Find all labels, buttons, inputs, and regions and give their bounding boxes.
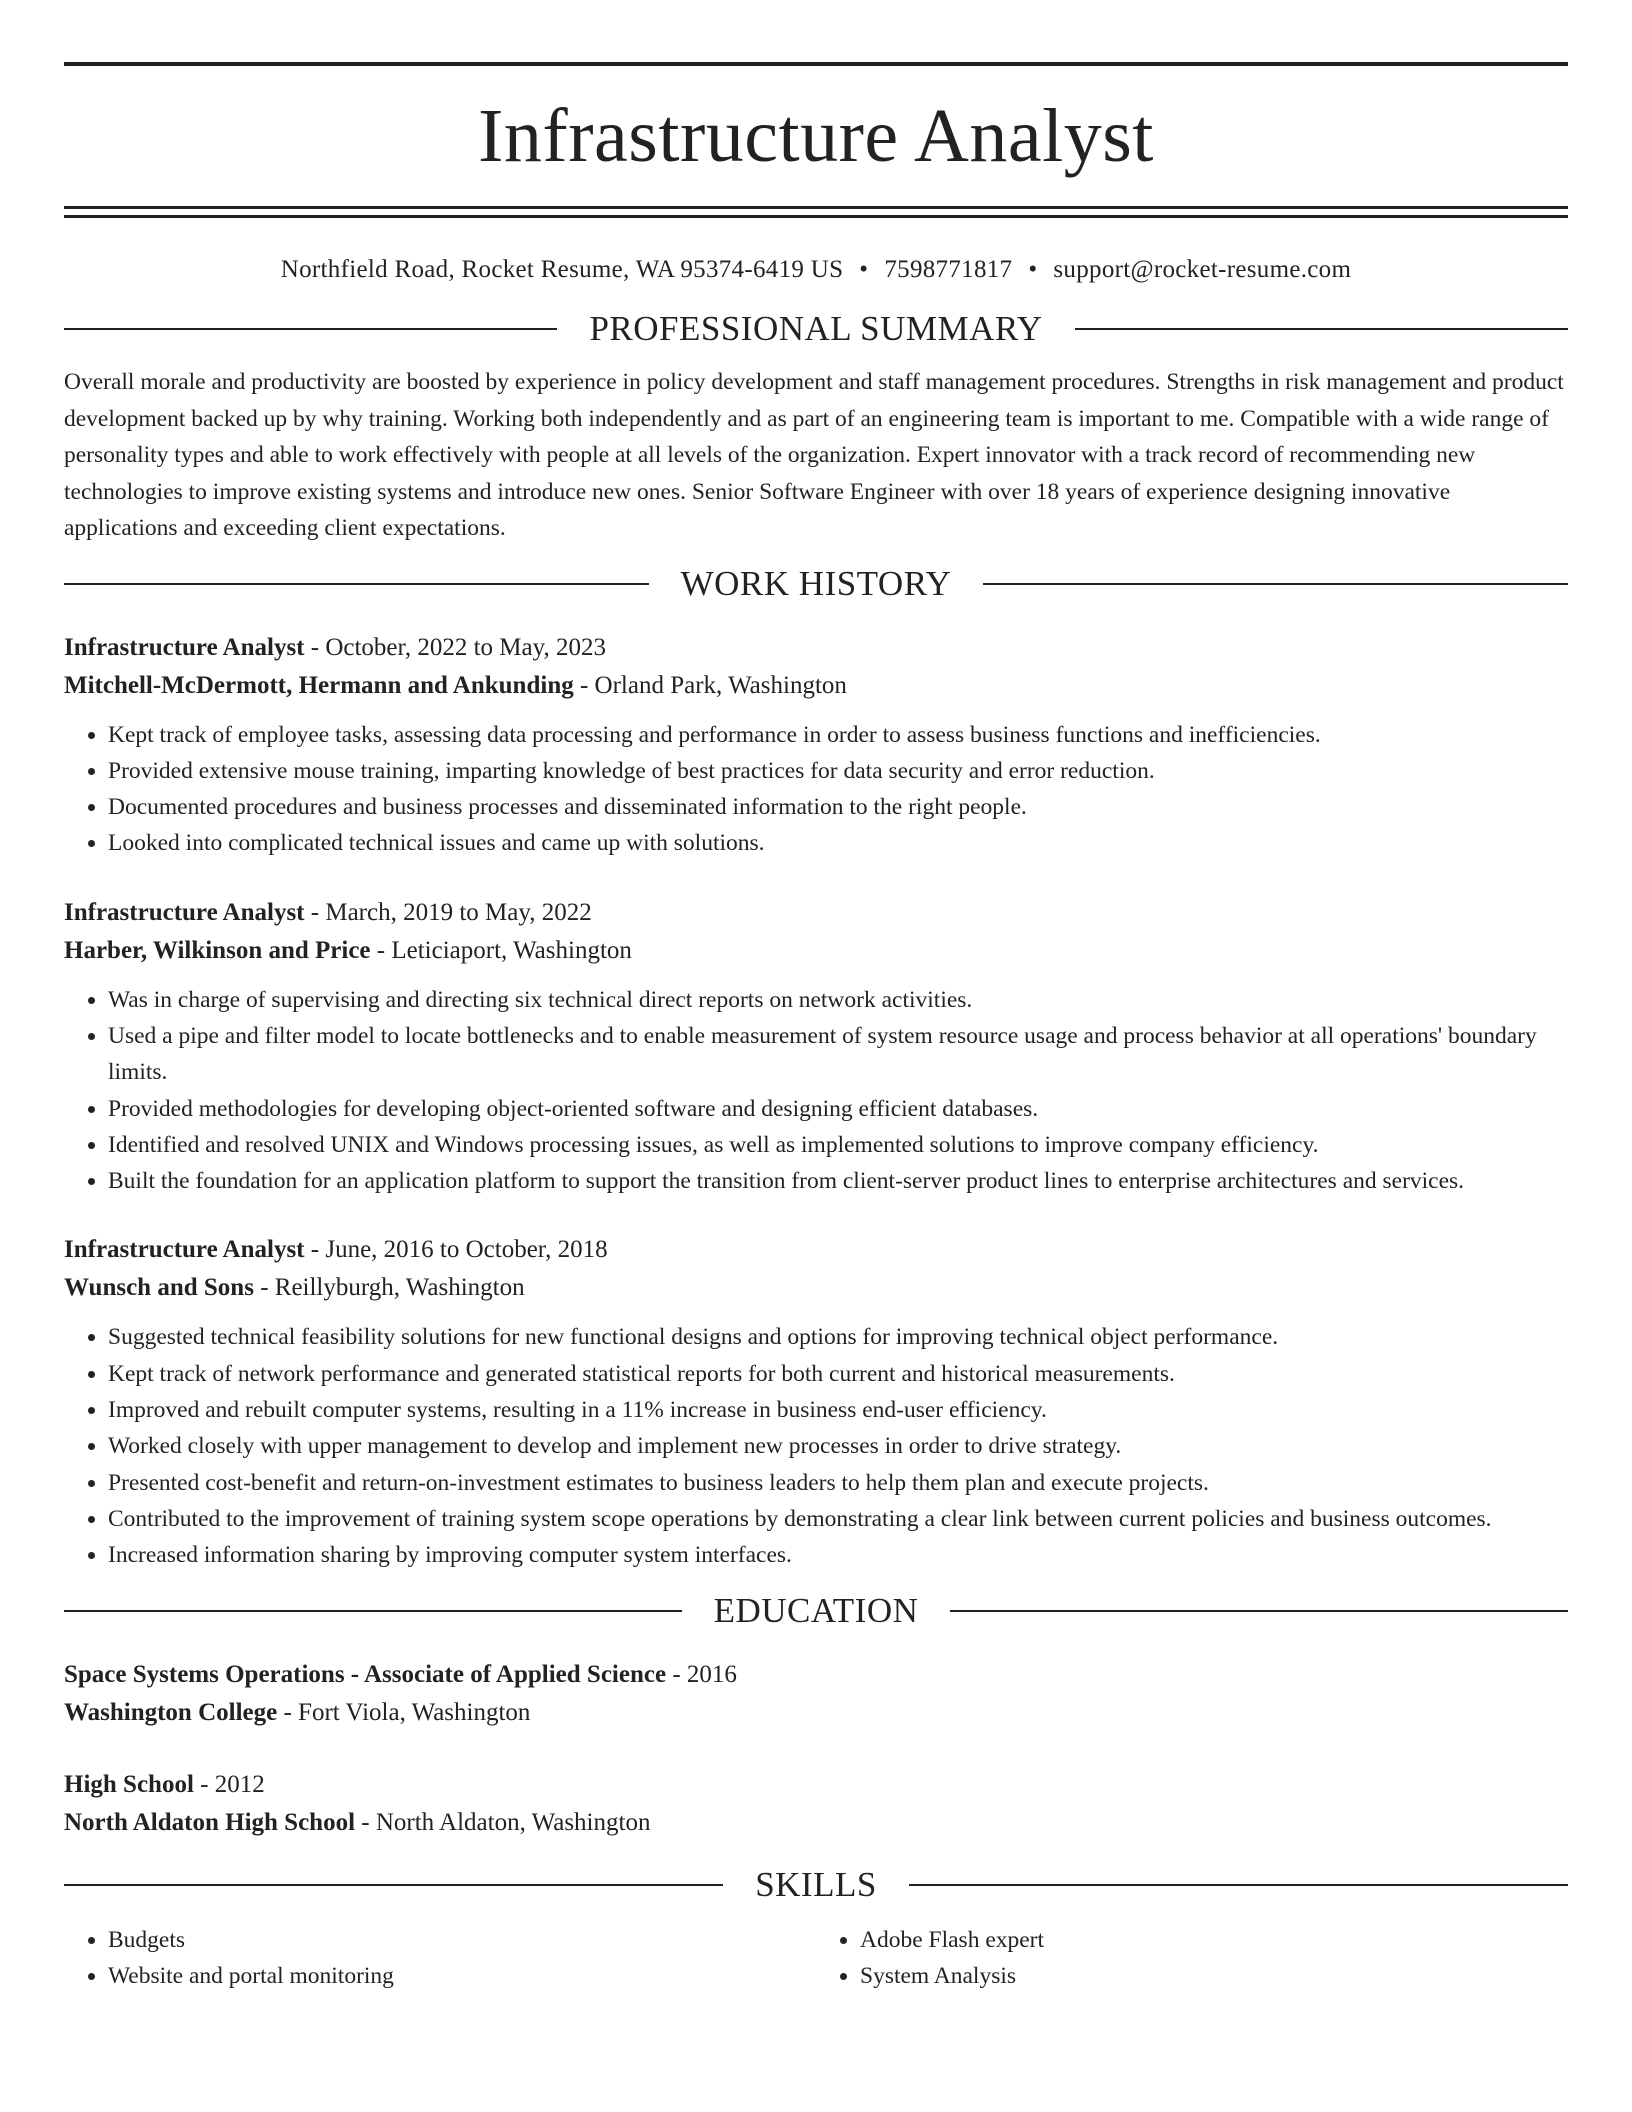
job-title-line: [64, 1231, 1568, 1269]
contact-address: Northfield Road, Rocket Resume, WA 95374-6419 US: [280, 256, 844, 283]
education-degree-line: [64, 1766, 1568, 1804]
section-heading-skills: [64, 1864, 1568, 1906]
job-bullets: [64, 1319, 1568, 1573]
resume-title: Infrastructure Analyst: [478, 94, 1154, 178]
job-entry: [64, 629, 1568, 862]
heading-rule: [909, 1884, 1568, 1886]
list-item: • Provided methodologies for developing object-oriented software and designing efficient databases.: [108, 1091, 1568, 1127]
list-item: • Increased information sharing by improving computer system interfaces.: [108, 1537, 1568, 1573]
education-school-line: [64, 1804, 1568, 1842]
skills-column-right: [816, 1922, 1568, 1994]
job-company: Mitchell-McDermott, Hermann and Ankunding: [64, 671, 574, 699]
list-item: • Adobe Flash expert: [860, 1922, 1568, 1958]
heading-rule: [64, 328, 557, 330]
heading-rule: [950, 1610, 1568, 1612]
heading-rule: [1075, 328, 1568, 330]
skills-column-left: [64, 1922, 816, 1994]
resume-page: [64, 62, 1568, 1994]
section-title: EDUCATION: [713, 1590, 919, 1630]
job-dates: - October, 2022 to May, 2023: [304, 633, 607, 661]
title-double-rule: [64, 206, 1568, 218]
list-item: • Improved and rebuilt computer systems, resulting in a 11% increase in business end-user efficiency.: [108, 1392, 1568, 1428]
list-item: • Website and portal monitoring: [108, 1958, 816, 1994]
contact-line: [64, 256, 1568, 284]
education-entry: [64, 1766, 1568, 1842]
section-heading-summary: [64, 308, 1568, 350]
section-heading-education: [64, 1590, 1568, 1632]
job-location: - Reillyburgh, Washington: [253, 1274, 525, 1302]
job-company: Wunsch and Sons: [64, 1274, 254, 1302]
list-item: • Budgets: [108, 1922, 816, 1958]
job-entry: [64, 1231, 1568, 1573]
list-item: • Built the foundation for an application platform to support the transition from client-server product lines to enterprise architectures and services.: [108, 1163, 1568, 1199]
job-company-line: [64, 667, 1568, 705]
job-title: Infrastructure Analyst: [64, 1236, 305, 1264]
job-location: - Leticiaport, Washington: [370, 936, 632, 964]
job-title-line: [64, 629, 1568, 667]
list-item: • Used a pipe and filter model to locate bottlenecks and to enable measurement of system resource usage and process behavior at all operations' boundary limits.: [108, 1018, 1568, 1091]
job-title: Infrastructure Analyst: [64, 633, 305, 661]
list-item: • Looked into complicated technical issues and came up with solutions.: [108, 825, 1568, 861]
list-item: • Was in charge of supervising and directing six technical direct reports on network activities.: [108, 982, 1568, 1018]
list-item: • Contributed to the improvement of training system scope operations by demonstrating a clear link between current policies and business outcomes.: [108, 1501, 1568, 1537]
heading-rule: [64, 583, 649, 585]
job-company-line: [64, 1269, 1568, 1307]
education-location: - Fort Viola, Washington: [277, 1698, 531, 1726]
education-degree: Space Systems Operations - Associate of Applied Science: [64, 1660, 667, 1688]
section-title: PROFESSIONAL SUMMARY: [589, 309, 1043, 348]
list-item: • Presented cost-benefit and return-on-investment estimates to business leaders to help them plan and execute projects.: [108, 1465, 1568, 1501]
job-entry: [64, 894, 1568, 1200]
education-school: North Aldaton High School: [64, 1808, 356, 1836]
contact-email: support@rocket-resume.com: [1053, 256, 1352, 283]
list-item: • Kept track of employee tasks, assessing data processing and performance in order to assess business functions and inefficiencies.: [108, 717, 1568, 753]
job-location: - Orland Park, Washington: [573, 671, 847, 699]
skills-list: [64, 1922, 1568, 1994]
section-heading-work: [64, 563, 1568, 605]
job-bullets: [64, 982, 1568, 1200]
education-degree-line: [64, 1656, 1568, 1694]
list-item: • Kept track of network performance and generated statistical reports for both current and historical measurements.: [108, 1356, 1568, 1392]
top-rule: [64, 62, 1568, 66]
job-company-line: [64, 932, 1568, 970]
list-item: • Provided extensive mouse training, imparting knowledge of best practices for data security and error reduction.: [108, 753, 1568, 789]
education-degree: High School: [64, 1770, 194, 1798]
contact-separator: •: [1028, 256, 1038, 283]
summary-text: Overall morale and productivity are boosted by experience in policy development and staff management procedures. Strengths in risk management and product development backed up by why training. Working both independently and as part of an engineering team is important to me. Compatible with a wide range of personality types and able to work effectively with people at all levels of the organization. Expert innovator with a track record of recommending new technologies to improve existing systems and introduce new ones. Senior Software Engineer with over 18 years of experience designing innovative applications and exceeding client expectations.: [64, 369, 1564, 541]
list-item: • System Analysis: [860, 1958, 1568, 1994]
education-year: - 2012: [193, 1770, 265, 1798]
section-title: SKILLS: [755, 1864, 877, 1904]
education-school: Washington College: [64, 1698, 278, 1726]
heading-rule: [983, 583, 1568, 585]
list-item: • Identified and resolved UNIX and Windows processing issues, as well as implemented solutions to improve company efficiency.: [108, 1127, 1568, 1163]
list-item: • Suggested technical feasibility solutions for new functional designs and options for improving technical object performance.: [108, 1319, 1568, 1355]
job-title-line: [64, 894, 1568, 932]
education-entry: [64, 1656, 1568, 1732]
job-dates: - June, 2016 to October, 2018: [304, 1236, 608, 1264]
heading-rule: [64, 1884, 723, 1886]
education-school-line: [64, 1694, 1568, 1732]
heading-rule: [64, 1610, 682, 1612]
contact-separator: •: [859, 256, 869, 283]
section-title: WORK HISTORY: [680, 563, 952, 603]
list-item: • Documented procedures and business processes and disseminated information to the right people.: [108, 789, 1568, 825]
job-title: Infrastructure Analyst: [64, 898, 305, 926]
job-bullets: [64, 717, 1568, 862]
job-company: Harber, Wilkinson and Price: [64, 936, 371, 964]
education-location: - North Aldaton, Washington: [355, 1808, 651, 1836]
job-dates: - March, 2019 to May, 2022: [304, 898, 592, 926]
contact-phone: 7598771817: [884, 256, 1013, 283]
education-year: - 2016: [666, 1660, 737, 1688]
list-item: • Worked closely with upper management to develop and implement new processes in order to drive strategy.: [108, 1428, 1568, 1464]
